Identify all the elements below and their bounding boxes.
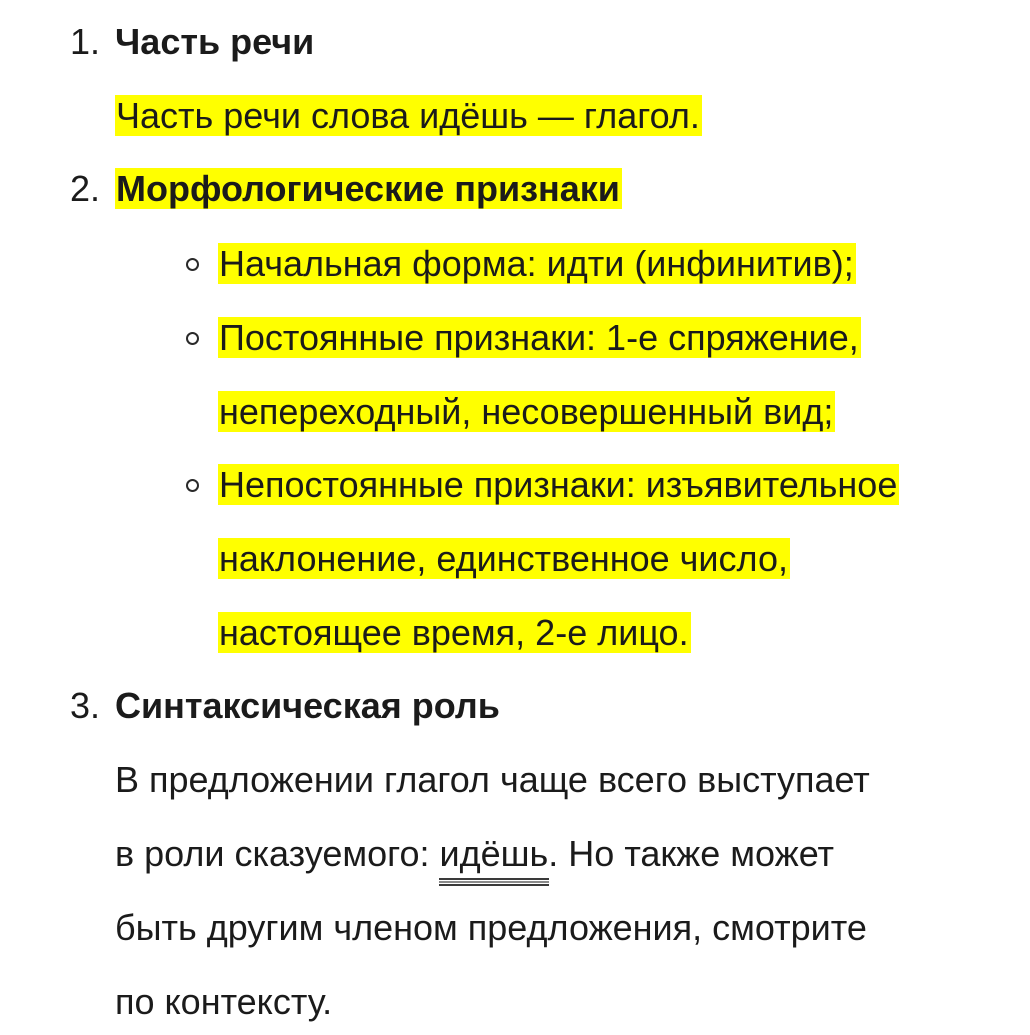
morph-item-1-text: Начальная форма: идти (инфинитив); bbox=[219, 243, 854, 284]
morph-item-2-line-2 bbox=[218, 388, 835, 436]
section-3-number: 3. bbox=[70, 685, 101, 726]
morph-item-3-text-2: наклонение, единственное число, bbox=[219, 538, 788, 579]
section-2-number: 2. bbox=[70, 168, 101, 209]
morph-item-2-text-1: Постоянные признаки: 1-е спряжение, bbox=[219, 317, 859, 358]
predicate-underlined-word: идёшь bbox=[440, 830, 549, 878]
morph-item-3-text-1: Непостоянные признаки: изъявительное bbox=[219, 464, 898, 505]
morph-item-3-text-3: настоящее время, 2-е лицо. bbox=[219, 612, 689, 653]
section-1-highlight: Часть речи слова идёшь — глагол. bbox=[116, 95, 700, 136]
morph-item-2-text-2: непереходный, несовершенный вид; bbox=[219, 391, 834, 432]
morph-item-3-line-2 bbox=[218, 535, 790, 583]
section-3-title: Синтаксическая роль bbox=[115, 685, 500, 726]
bullet-circle-icon bbox=[186, 258, 199, 271]
section-3-line-2 bbox=[115, 830, 834, 878]
section-3-line-3: быть другим членом предложения, смотрите bbox=[115, 907, 867, 948]
section-3-line-2-end: . Но также может bbox=[548, 833, 835, 874]
section-3-line-4: по контексту. bbox=[115, 981, 333, 1022]
section-1-title: Часть речи bbox=[115, 21, 315, 62]
morph-item-2-line-1 bbox=[218, 314, 861, 362]
section-1-text bbox=[115, 92, 702, 140]
section-2-title-highlight: Морфологические признаки bbox=[116, 168, 620, 209]
bullet-circle-icon bbox=[186, 479, 199, 492]
section-3-line-2-start: в роли сказуемого: bbox=[115, 833, 440, 874]
morph-item-1-line-1 bbox=[218, 240, 856, 288]
section-1-number: 1. bbox=[70, 21, 101, 62]
section-3-line-1: В предложении глагол чаще всего выступает bbox=[115, 759, 870, 800]
morph-item-3-line-3 bbox=[218, 609, 691, 657]
bullet-circle-icon bbox=[186, 332, 199, 345]
section-2-title bbox=[115, 165, 622, 213]
morph-item-3-line-1 bbox=[218, 461, 899, 509]
